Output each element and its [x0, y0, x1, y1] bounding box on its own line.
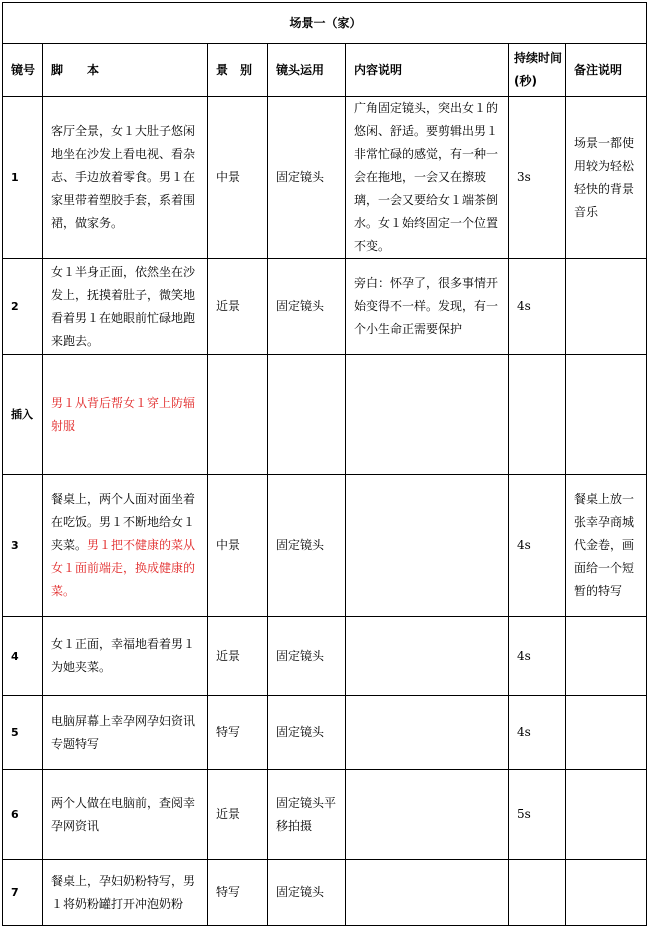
header-shot-no: 镜号 — [3, 44, 43, 97]
notes-cell: 餐桌上放一张幸孕商城代金卷，画面给一个短暂的特写 — [566, 475, 647, 617]
header-row — [3, 44, 647, 97]
notes-cell — [566, 355, 647, 475]
scene-title: 场景一（家） — [3, 3, 647, 44]
shot-size-cell: 近景 — [208, 259, 268, 355]
script-cell — [43, 770, 208, 860]
content-cell: 广角固定镜头，突出女１的悠闲、舒适。要剪辑出男１非常忙碌的感觉，有一种一会在拖地，一会又在擦玻璃，一会又要给女１端茶倒水。女１始终固定一个位置不变。 — [346, 97, 509, 259]
content-cell: 旁白：怀孕了，很多事情开始变得不一样。发现，有一个小生命正需要保护 — [346, 259, 509, 355]
duration-cell: 4s — [509, 475, 566, 617]
script-cell — [43, 696, 208, 770]
table-row — [3, 259, 647, 355]
content-cell — [346, 355, 509, 475]
shot-size-cell: 近景 — [208, 617, 268, 696]
script-text-highlight: 男１把不健康的菜从女１面前端走，换成健康的菜。 — [51, 538, 196, 598]
shot-number: 4 — [3, 617, 43, 696]
script-text: 餐桌上，孕妇奶粉特写，男１将奶粉罐打开冲泡奶粉 — [51, 873, 196, 911]
camera-cell: 固定镜头平移拍摄 — [268, 770, 346, 860]
duration-cell: 3s — [509, 97, 566, 259]
script-text: 电脑屏幕上幸孕网孕妇资讯专题特写 — [51, 713, 196, 751]
notes-cell — [566, 259, 647, 355]
script-cell — [43, 97, 208, 259]
header-duration: 持续时间(秒) — [509, 44, 566, 97]
shot-number: 3 — [3, 475, 43, 617]
camera-cell: 固定镜头 — [268, 696, 346, 770]
duration-cell: 5s — [509, 770, 566, 860]
script-cell — [43, 475, 208, 617]
script-cell — [43, 355, 208, 475]
shot-size-cell — [208, 355, 268, 475]
table-row — [3, 770, 647, 860]
header-content: 内容说明 — [346, 44, 509, 97]
script-cell — [43, 617, 208, 696]
table-row — [3, 617, 647, 696]
duration-cell — [509, 860, 566, 926]
header-notes: 备注说明 — [566, 44, 647, 97]
content-cell — [346, 696, 509, 770]
script-text: 两个人做在电脑前，查阅幸孕网资讯 — [51, 795, 196, 833]
notes-cell — [566, 617, 647, 696]
shot-number: 5 — [3, 696, 43, 770]
script-cell — [43, 860, 208, 926]
storyboard-table — [2, 2, 647, 926]
table-row — [3, 97, 647, 259]
table-row — [3, 355, 647, 475]
shot-size-cell: 特写 — [208, 860, 268, 926]
duration-cell: 4s — [509, 259, 566, 355]
notes-cell — [566, 770, 647, 860]
shot-number: 6 — [3, 770, 43, 860]
content-cell — [346, 770, 509, 860]
shot-number: 7 — [3, 860, 43, 926]
notes-cell — [566, 696, 647, 770]
shot-number: 2 — [3, 259, 43, 355]
script-text: 餐桌上，两个人面对面坐着在吃饭。男１不断地给女１夹菜。 — [51, 492, 196, 552]
header-camera: 镜头运用 — [268, 44, 346, 97]
shot-size-cell: 中景 — [208, 475, 268, 617]
table-row — [3, 860, 647, 926]
script-cell — [43, 259, 208, 355]
script-text: 客厅全景，女１大肚子悠闲地坐在沙发上看电视、看杂志、手边放着零食。男１在家里带着塑胶手套，系着围裙，做家务。 — [51, 124, 196, 230]
content-cell — [346, 475, 509, 617]
table-row — [3, 696, 647, 770]
duration-cell: 4s — [509, 617, 566, 696]
table-row — [3, 475, 647, 617]
title-row — [3, 3, 647, 44]
camera-cell: 固定镜头 — [268, 97, 346, 259]
duration-cell: 4s — [509, 696, 566, 770]
content-cell — [346, 860, 509, 926]
shot-size-cell: 中景 — [208, 97, 268, 259]
notes-cell — [566, 860, 647, 926]
header-shot-size: 景 别 — [208, 44, 268, 97]
script-text: 女１正面，幸福地看着男１为她夹菜。 — [51, 637, 196, 674]
content-cell — [346, 617, 509, 696]
script-text: 女１半身正面，依然坐在沙发上，抚摸着肚子，微笑地看着男１在她眼前忙碌地跑来跑去。 — [51, 264, 196, 348]
shot-size-cell: 特写 — [208, 696, 268, 770]
camera-cell: 固定镜头 — [268, 259, 346, 355]
script-text-highlight: 男１从背后帮女１穿上防辐射服 — [51, 395, 196, 433]
shot-number: 插入 — [3, 355, 43, 475]
notes-cell: 场景一都使用较为轻松轻快的背景音乐 — [566, 97, 647, 259]
duration-cell — [509, 355, 566, 475]
shot-number: 1 — [3, 97, 43, 259]
camera-cell: 固定镜头 — [268, 860, 346, 926]
shot-size-cell: 近景 — [208, 770, 268, 860]
camera-cell — [268, 355, 346, 475]
header-script: 脚 本 — [43, 44, 208, 97]
camera-cell: 固定镜头 — [268, 617, 346, 696]
camera-cell: 固定镜头 — [268, 475, 346, 617]
